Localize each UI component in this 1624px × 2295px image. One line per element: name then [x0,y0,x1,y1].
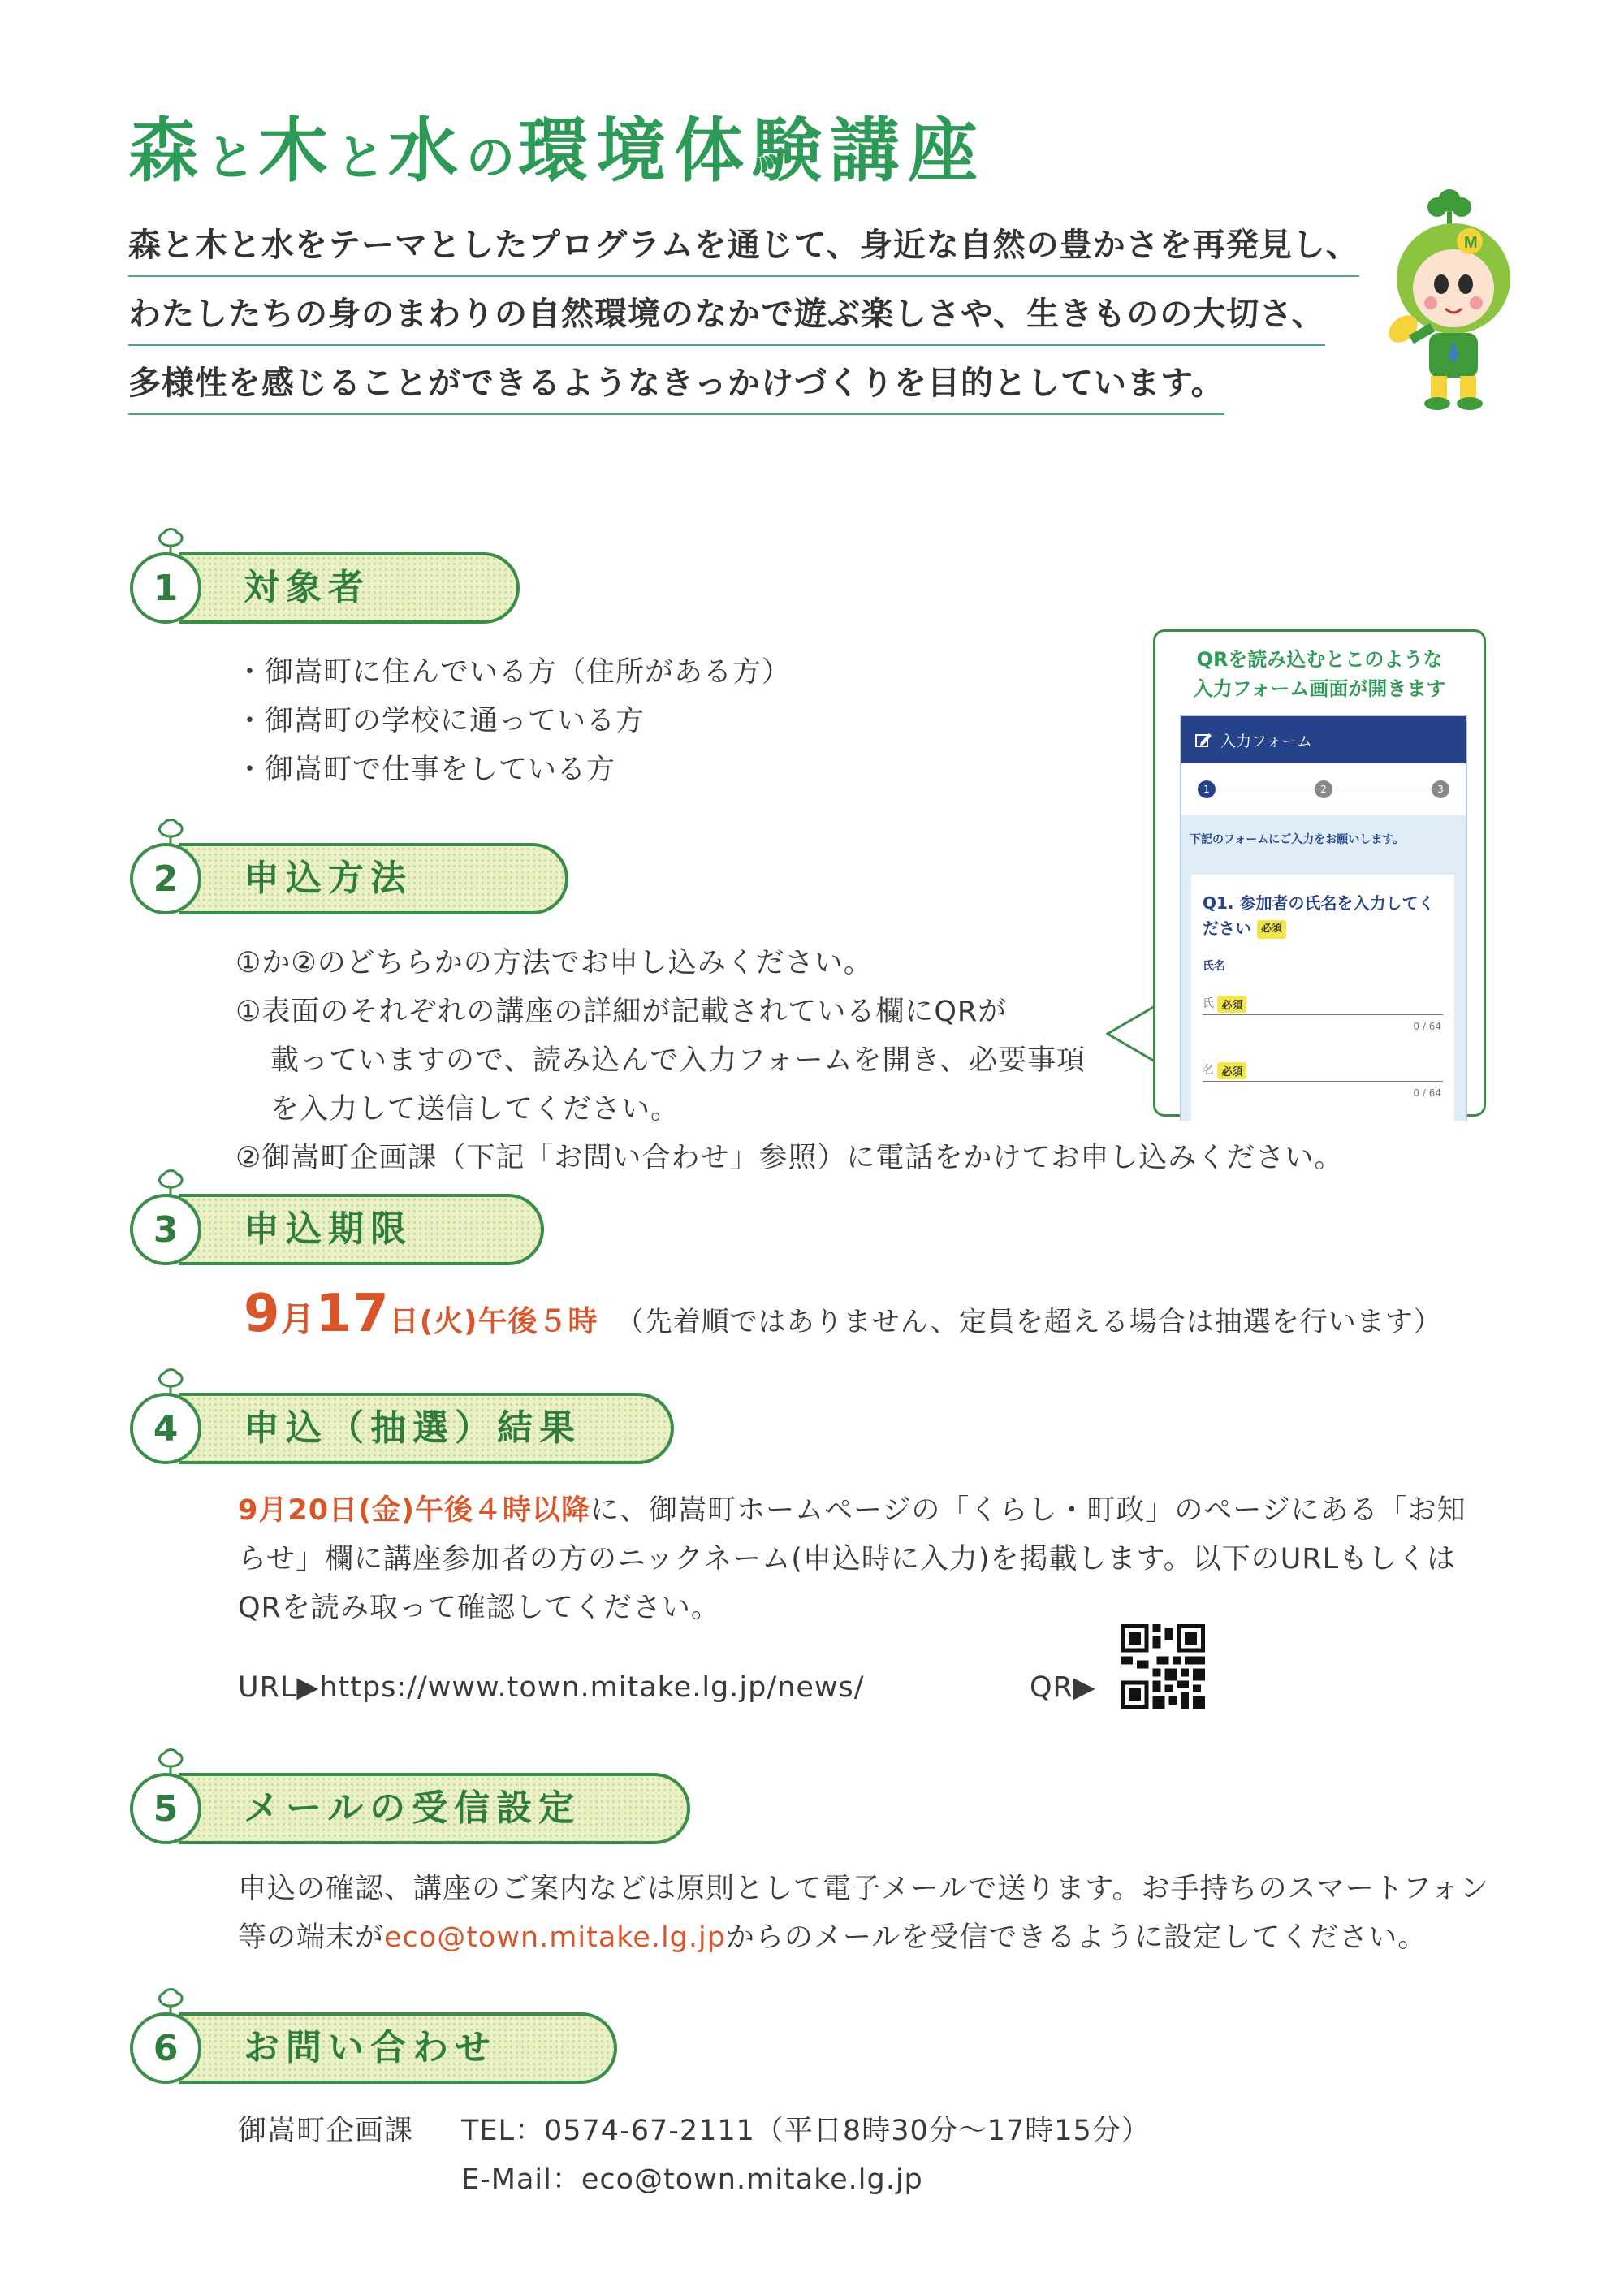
result-date: 9月20日(金)午後４時以降 [238,1494,591,1527]
mail-line-2: 等の端末がeco@town.mitake.lg.jpからのメールを受信できるように設定してください。 [238,1921,1427,1954]
section-title: 申込（抽選）結果 [244,1407,581,1449]
intro-line-2: わたしたちの身のまわりの自然環境のなかで遊ぶ楽しさや、生きものの大切さ、 [128,288,1325,346]
intro-line-3: 多様性を感じることができるようなきっかけづくりを目的としています。 [128,357,1224,415]
result-url[interactable]: URL▶https://www.town.mitake.lg.jp/news/ [238,1671,865,1704]
qr-form-preview [1153,629,1486,1117]
step-1: 1 [1198,780,1216,798]
result-line-1: 9月20日(金)午後４時以降に、御嵩町ホームページの「くらし・町政」のページにある「お知 [238,1494,1466,1527]
qr-code-icon[interactable] [1121,1624,1205,1709]
form-card [1191,875,1454,1121]
method-line-4: を入力して送信してください。 [270,1093,680,1126]
qr-caption-line-1: QRを読み込むとこのような [1196,648,1443,671]
mascot-icon [1372,183,1518,414]
section-title: 対象者 [244,567,370,608]
step-2: 2 [1315,780,1332,798]
section-number: 6 [130,2012,201,2084]
form-header [1181,716,1466,763]
edit-icon [1194,731,1212,749]
section-number: 3 [130,1194,201,1265]
target-line-2: ・御嵩町の学校に通っている方 [235,705,646,737]
email-link[interactable]: eco@town.mitake.lg.jp [384,1921,726,1954]
surname-input[interactable] [1203,1014,1443,1015]
section-number: 2 [130,843,201,914]
target-line-1: ・御嵩町に住んでいる方（住所がある方） [235,656,792,689]
field-group-label: 氏名 [1203,960,1225,973]
section-number: 4 [130,1393,201,1464]
intro-line-1: 森と木と水をテーマとしたプログラムを通じて、身近な自然の豊かさを再発見し、 [128,219,1359,277]
method-line-3: 載っていますので、読み込んで入力フォームを開き、必要事項 [270,1044,1086,1077]
given-name-input[interactable] [1203,1081,1443,1082]
mail-line-1: 申込の確認、講座のご案内などは原則として電子メールで送ります。お手持ちのスマートフォン [238,1873,1490,1905]
step-3: 3 [1432,780,1449,798]
given-name-label: 名 必須 [1203,1061,1246,1079]
method-line-1: ①か②のどちらかの方法でお申し込みください。 [235,947,873,979]
form-steps [1181,763,1466,815]
result-line-3: QRを読み取って確認してください。 [238,1592,720,1624]
section-number: 1 [130,552,201,624]
deadline: 9月17日(火)午後５時 （先着順ではありません、定員を超える場合は抽選を行います） [244,1284,1442,1344]
contact-dept: 御嵩町企画課 [238,2115,414,2147]
given-name-counter: 0 / 64 [1413,1087,1441,1099]
contact-tel: TEL：0574-67-2111（平日8時30分～17時15分） [461,2115,1151,2147]
form-question: Q1. 参加者の氏名を入力してください 必須 [1203,893,1435,938]
result-line-2: らせ」欄に講座参加者の方のニックネーム(申込時に入力)を掲載します。以下のURLもしくは [238,1543,1457,1575]
bubble-tail [1106,1005,1156,1062]
target-line-3: ・御嵩町で仕事をしている方 [235,754,616,786]
contact-mail[interactable]: E-Mail：eco@town.mitake.lg.jp [461,2163,923,2196]
qr-label: QR▶ [1030,1671,1096,1704]
page-title: 森と木と水の環境体験講座 [128,110,986,192]
section-number: 5 [130,1773,201,1844]
qr-caption-line-2: 入力フォーム画面が開きます [1193,677,1446,700]
section-title: メールの受信設定 [244,1787,581,1829]
method-line-2: ①表面のそれぞれの講座の詳細が記載されている欄にQRが [235,996,1008,1028]
section-title: 申込方法 [244,858,412,899]
required-badge: 必須 [1257,920,1286,938]
surname-label: 氏 必須 [1203,995,1246,1013]
form-title: 入力フォーム [1220,732,1313,750]
form-screenshot [1180,715,1467,1121]
svg-text:M: M [1464,234,1478,252]
method-line-5: ②御嵩町企画課（下記「お問い合わせ」参照）に電話をかけてお申し込みください。 [235,1142,1344,1174]
form-notice: 下記のフォームにご入力をお願いします。 [1190,833,1405,846]
surname-counter: 0 / 64 [1413,1021,1441,1032]
section-title: 申込期限 [244,1208,412,1250]
deadline-note: （先着順ではありません、定員を超える場合は抽選を行います） [615,1306,1442,1338]
section-title: お問い合わせ [244,2027,497,2068]
